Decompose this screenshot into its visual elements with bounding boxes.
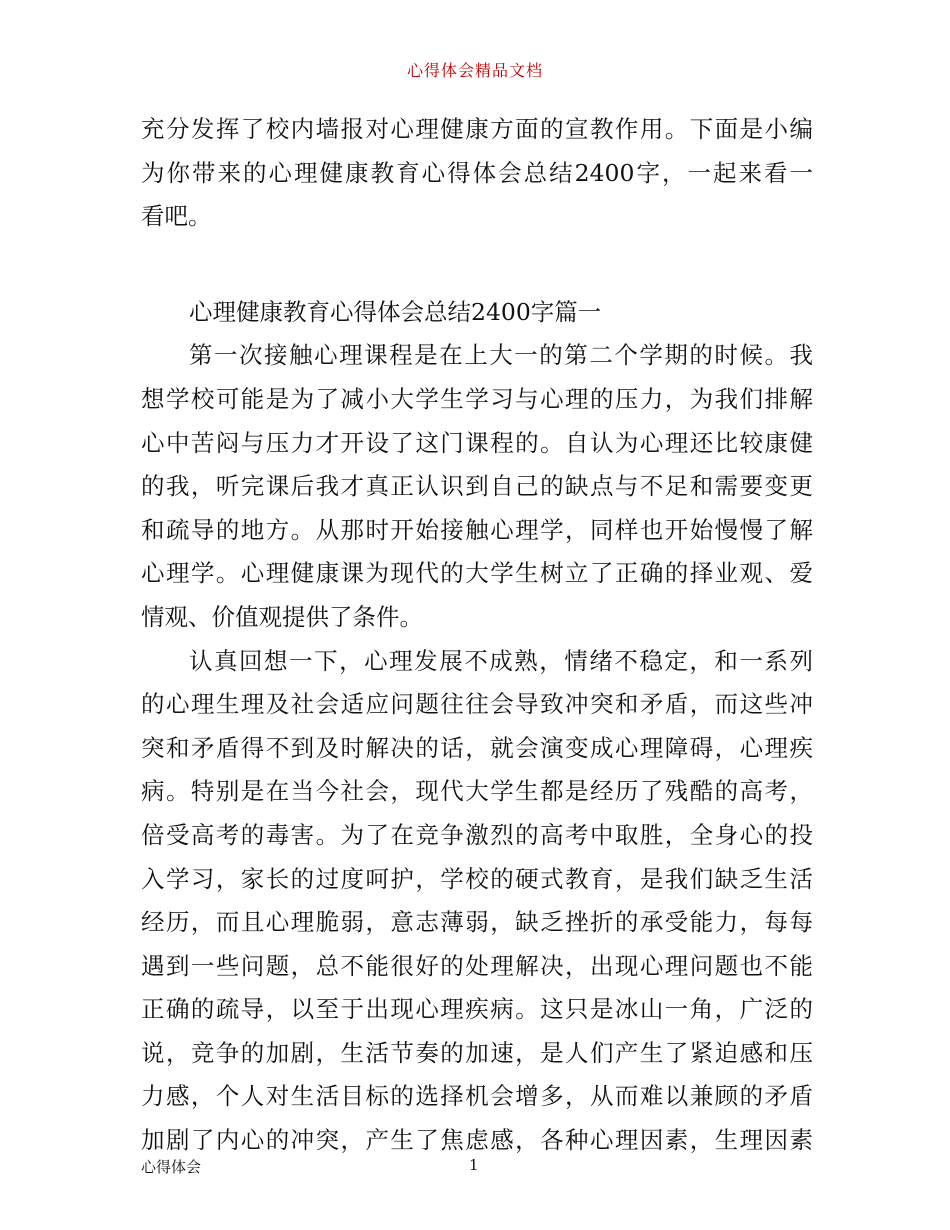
paragraph-1 — [141, 334, 813, 639]
text-line: 说，竞争的加剧，生活节奏的加速，是人们产生了紧迫感和压 — [141, 1038, 813, 1067]
page-header-title: 心得体会精品文档 — [406, 61, 543, 80]
text-line: 的我，听完课后我才真正认识到自己的缺点与不足和需要变更 — [141, 472, 813, 501]
text-line: 经历，而且心理脆弱，意志薄弱，缺乏挫折的承受能力，每每 — [141, 908, 813, 937]
page-number: 1 — [469, 1156, 479, 1174]
text-line: 看吧。 — [141, 202, 212, 231]
text-line: 情观、价值观提供了条件。 — [141, 602, 423, 631]
text-line: 心中苦闷与压力才开设了这门课程的。自认为心理还比较康健 — [141, 428, 813, 457]
text-line: 倍受高考的毒害。为了在竞争激烈的高考中取胜，全身心的投 — [141, 820, 813, 849]
text-line: 和疏导的地方。从那时开始接触心理学，同样也开始慢慢了解 — [141, 515, 813, 544]
text-line: 认真回想一下，心理发展不成熟，情绪不稳定，和一系列 — [189, 646, 813, 675]
text-line: 入学习，家长的过度呵护，学校的硬式教育，是我们缺乏生活 — [141, 864, 813, 893]
text-line: 力感，个人对生活目标的选择机会增多，从而难以兼顾的矛盾 — [141, 1082, 813, 1111]
footer-label: 心得体会 — [141, 1158, 202, 1176]
text-line: 第一次接触心理课程是在上大一的第二个学期的时候。我 — [189, 341, 813, 370]
text-line: 心理学。心理健康课为现代的大学生树立了正确的择业观、爱 — [141, 559, 813, 588]
text-line: 的心理生理及社会适应问题往往会导致冲突和矛盾，而这些冲 — [141, 690, 813, 719]
text-line: 突和矛盾得不到及时解决的话，就会演变成心理障碍，心理疾 — [141, 733, 813, 762]
text-line: 加剧了内心的冲突，产生了焦虑感，各种心理因素，生理因素 — [141, 1126, 813, 1155]
text-line: 病。特别是在当今社会，现代大学生都是经历了残酷的高考， — [141, 777, 813, 806]
text-line: 想学校可能是为了减小大学生学习与心理的压力，为我们排解 — [141, 384, 813, 413]
paragraph-2 — [141, 640, 813, 1163]
intro-paragraph — [141, 108, 813, 239]
text-line: 充分发挥了校内墙报对心理健康方面的宣教作用。下面是小编 — [141, 115, 813, 143]
text-line: 正确的疏导，以至于出现心理疾病。这只是冰山一角，广泛的 — [141, 995, 813, 1024]
paragraph-spacer — [141, 239, 813, 291]
text-line: 遇到一些问题，总不能很好的处理解决，出现心理问题也不能 — [141, 951, 813, 980]
document-body — [141, 108, 813, 1163]
section-heading: 心理健康教育心得体会总结2400字篇一 — [189, 297, 602, 326]
text-line: 为你带来的心理健康教育心得体会总结2400字，一起来看一 — [141, 158, 813, 187]
